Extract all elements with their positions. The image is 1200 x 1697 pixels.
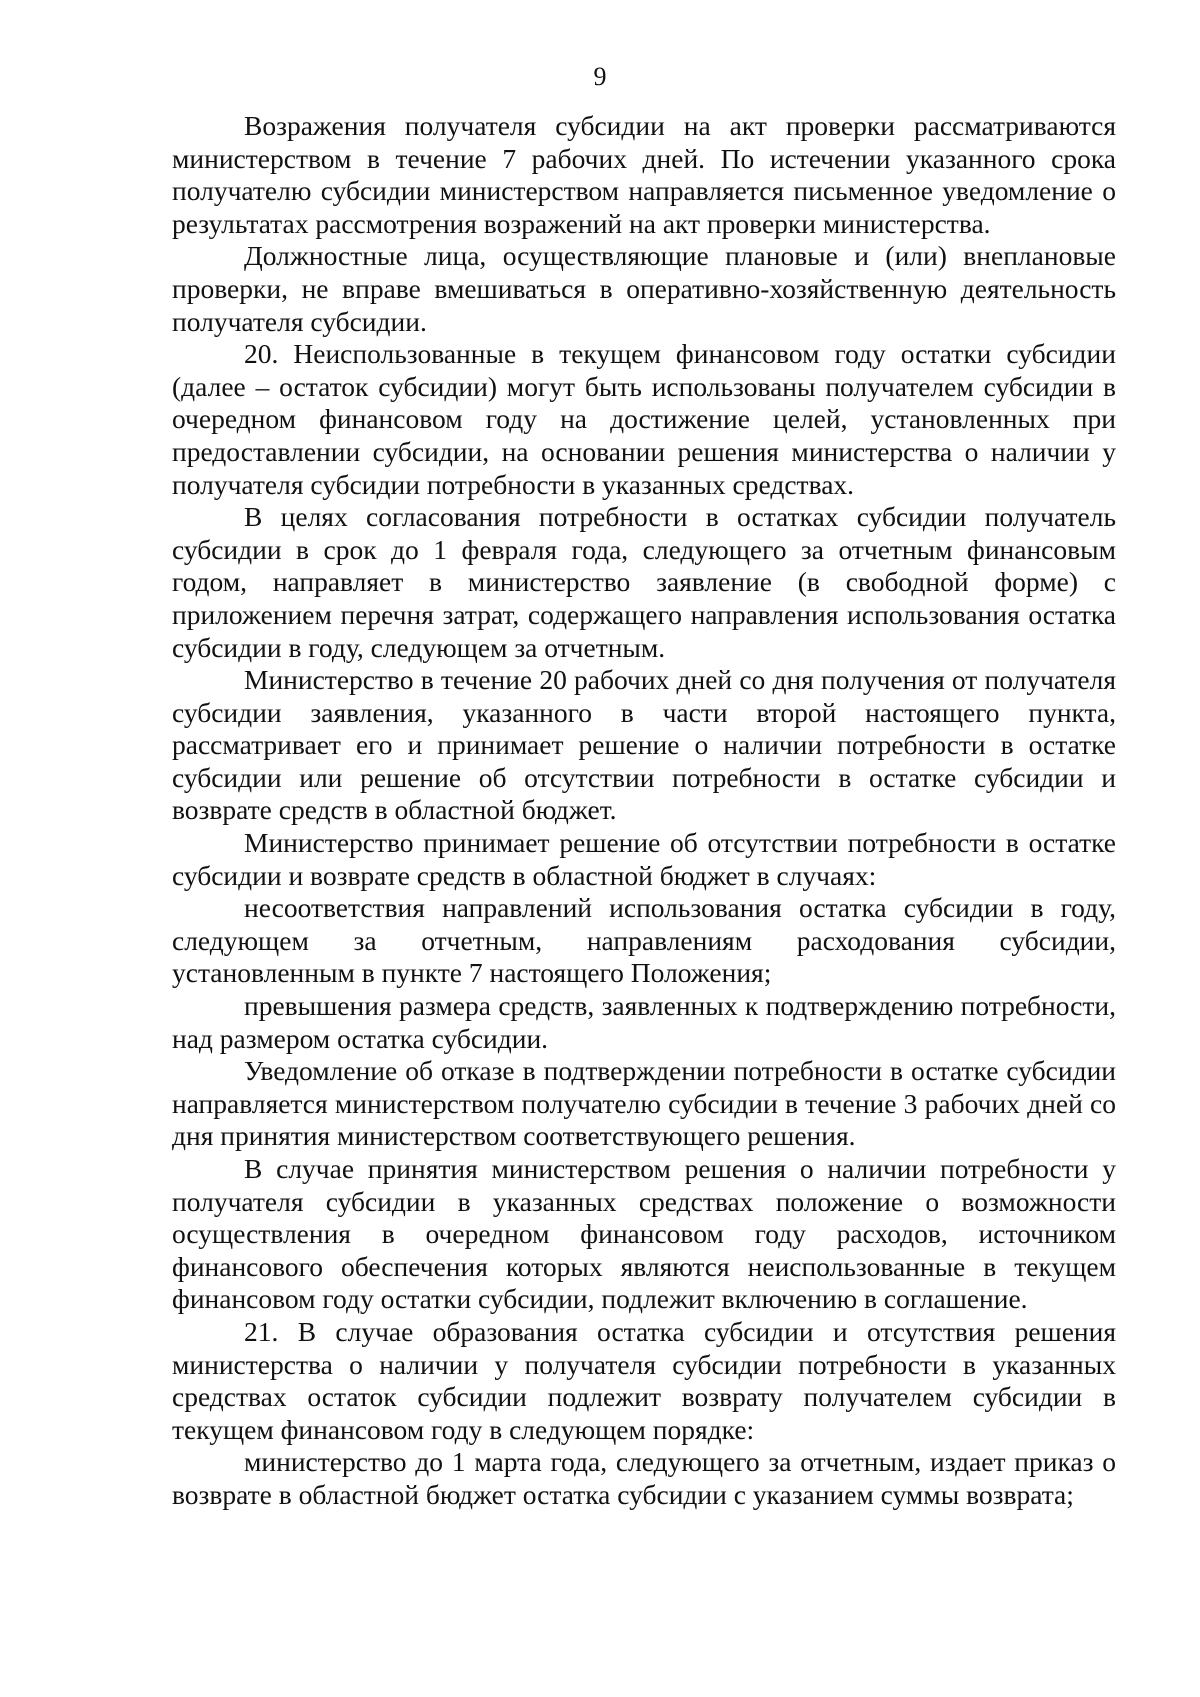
paragraph-refusal-notice: Уведомление об отказе в подтверждении потребности в остатке субсидии направляется министерством получателю субсидии в течение 3 рабочих дней со дня принятия министерством соответствующего решения.	[172, 1055, 1116, 1152]
paragraph-clause-21: 21. В случае образования остатка субсидии и отсутствия решения министерства о наличии у получателя субсидии потребности в указанных средствах остаток субсидии подлежит возврату получателем субсидии в текущем финансовом году в следующем порядке:	[172, 1315, 1116, 1445]
paragraph-case-excess: превышения размера средств, заявленных к подтверждению потребности, над размером остатка субсидии.	[172, 990, 1116, 1054]
paragraph-approval-application: В целях согласования потребности в остатках субсидии получатель субсидии в срок до 1 февраля года, следующего за отчетным финансовым годом, направляет в министерство заявление (в свободной форме) с приложением перечня затрат, содержащего направления использования остатка субсидии в году, следующем за отчетным.	[172, 501, 1116, 663]
paragraph-clause-20: 20. Неиспользованные в текущем финансовом году остатки субсидии (далее – остаток субсидии) могут быть использованы получателем субсидии в очередном финансовом году на достижение целей, установленных при предоставлении субсидии, на основании решения министерства о наличии у получателя субсидии потребности в указанных средствах.	[172, 338, 1116, 500]
paragraph-return-order: министерство до 1 марта года, следующего за отчетным, издает приказ о возврате в областной бюджет остатка субсидии с указанием суммы возврата;	[172, 1446, 1116, 1510]
paragraph-agreement-inclusion: В случае принятия министерством решения о наличии потребности у получателя субсидии в указанных средствах положение о возможности осуществления в очередном финансовом году расходов, источником финансового обеспечения которых являются неиспользованные в текущем финансовом году остатки субсидии, подлежит включению в соглашение.	[172, 1153, 1116, 1315]
paragraph-objections-review: Возражения получателя субсидии на акт проверки рассматриваются министерством в течение 7 рабочих дней. По истечении указанного срока получателю субсидии министерством направляется письменное уведомление о результатах рассмотрения возражений на акт проверки министерства.	[172, 110, 1116, 239]
paragraph-refusal-cases: Министерство принимает решение об отсутствии потребности в остатке субсидии и возврате средств в областной бюджет в случаях:	[172, 827, 1116, 891]
paragraph-ministry-decision: Министерство в течение 20 рабочих дней со дня получения от получателя субсидии заявления, указанного в части второй настоящего пункта, рассматривает его и принимает решение о наличии потребности в остатке субсидии или решение об отсутствии потребности в остатке субсидии и возврате средств в областной бюджет.	[172, 664, 1116, 826]
page-number: 9	[593, 62, 607, 91]
paragraph-officials-restriction: Должностные лица, осуществляющие плановые и (или) внеплановые проверки, не вправе вмешиваться в оперативно-хозяйственную деятельность получателя субсидии.	[172, 240, 1116, 337]
paragraph-case-mismatch: несоответствия направлений использования остатка субсидии в году, следующем за отчетным, направлениям расходования субсидии, установленным в пункте 7 настоящего Положения;	[172, 892, 1116, 989]
document-body	[172, 110, 1116, 1512]
